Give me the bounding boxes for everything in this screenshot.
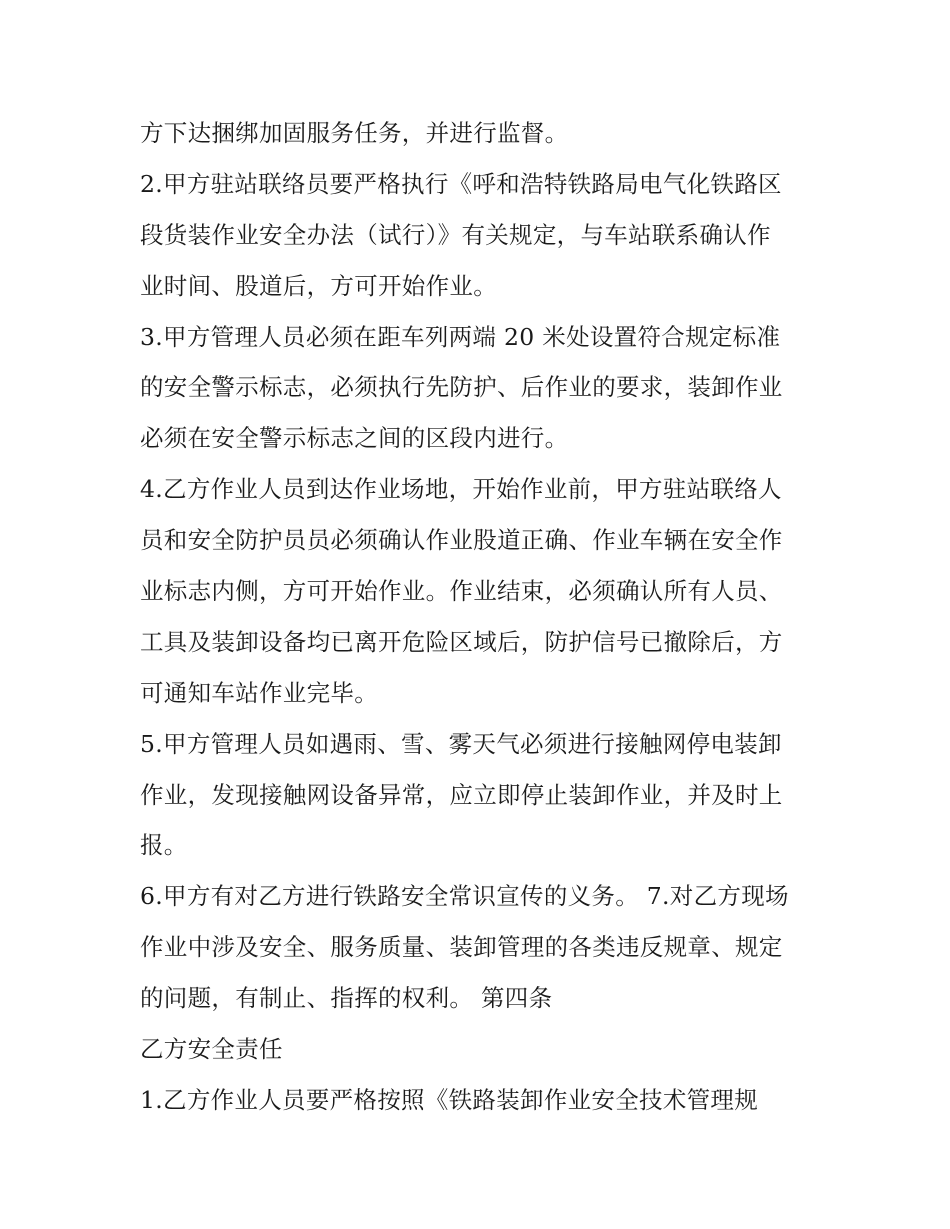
text-line: 6.甲方有对乙方进行铁路安全常识宣传的义务。 7.对乙方现场 — [140, 882, 789, 911]
text-line: 可通知车站作业完毕。 — [140, 678, 378, 707]
text-line: 业时间、股道后，方可开始作业。 — [140, 271, 497, 300]
text-line: 方下达捆绑加固服务任务，并进行监督。 — [140, 119, 569, 147]
text-line: 报。 — [140, 831, 188, 860]
text-line: 3.甲方管理人员必须在距车列两端 20 米处设置符合规定标准 — [140, 322, 781, 351]
text-line: 4.乙方作业人员到达作业场地，开始作业前，甲方驻站联络人 — [140, 475, 782, 504]
text-line: 作业，发现接触网设备异常，应立即停止装卸作业，并及时上 — [140, 780, 783, 809]
text-line: 业标志内侧，方可开始作业。作业结束，必须确认所有人员、 — [140, 577, 783, 606]
text-line: 的安全警示标志，必须执行先防护、后作业的要求，装卸作业 — [140, 373, 783, 402]
text-line: 5.甲方管理人员如遇雨、雪、雾天气必须进行接触网停电装卸 — [140, 729, 782, 758]
text-line: 必须在安全警示标志之间的区段内进行。 — [140, 424, 569, 453]
text-line: 作业中涉及安全、服务质量、装卸管理的各类违反规章、规定 — [140, 933, 783, 962]
text-line: 的问题，有制止、指挥的权利。 第四条 — [140, 984, 553, 1013]
text-line: 工具及装卸设备均已离开危险区域后，防护信号已撤除后，方 — [140, 627, 783, 656]
text-line: 2.甲方驻站联络员要严格执行《呼和浩特铁路局电气化铁路区 — [140, 169, 782, 198]
text-line: 1.乙方作业人员要严格按照《铁路装卸作业安全技术管理规 — [140, 1085, 759, 1114]
text-line: 员和安全防护员员必须确认作业股道正确、作业车辆在安全作 — [140, 526, 783, 555]
document-body — [140, 108, 820, 1126]
section-heading: 乙方安全责任 — [140, 1035, 283, 1064]
text-line: 段货装作业安全办法（试行）》有关规定，与车站联系确认作 — [140, 220, 771, 249]
